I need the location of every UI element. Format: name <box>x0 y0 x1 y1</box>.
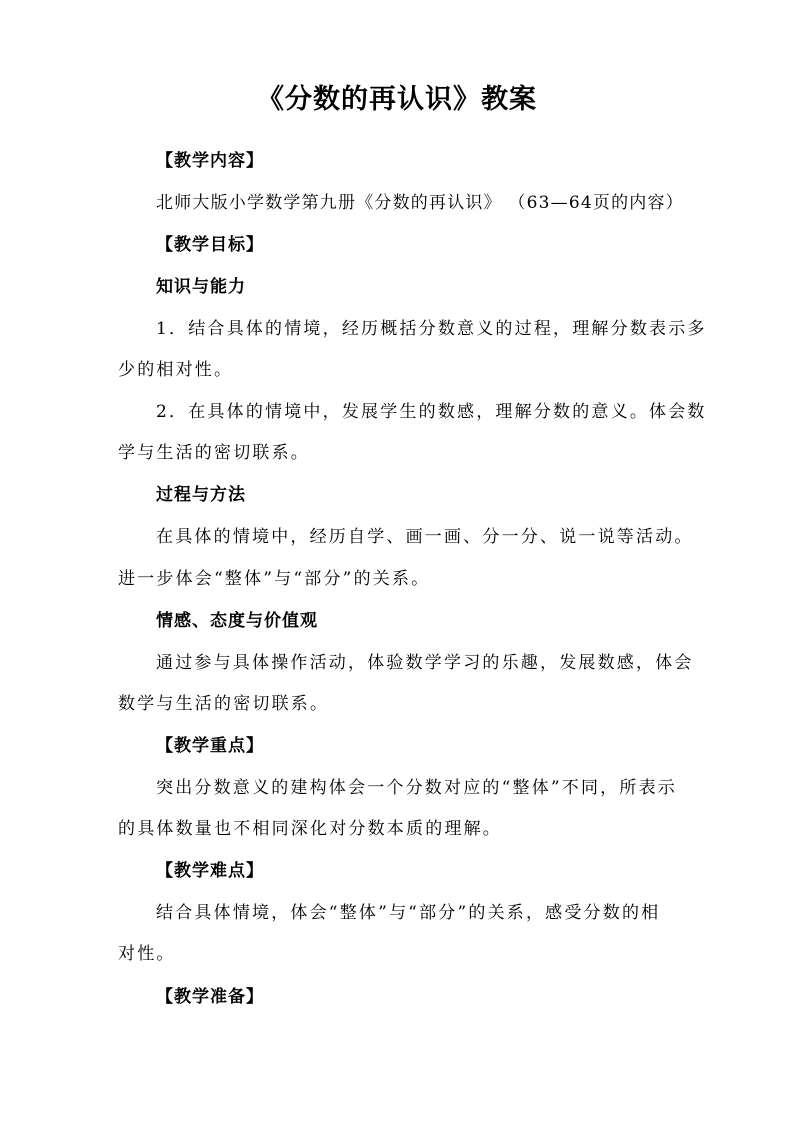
section-heading-prep: 【教学准备】 <box>156 987 264 1007</box>
section-heading-content: 【教学内容】 <box>156 151 264 171</box>
process-line-1: 在具体的情境中，经历自学、画一画、分一分、说一说等活动。 <box>156 527 694 547</box>
section-heading-goals: 【教学目标】 <box>156 235 264 255</box>
key-line-2: 的具体数量也不相同深化对分数本质的理解。 <box>118 819 502 839</box>
difficulty-line-2: 对性。 <box>118 944 176 964</box>
goal-item-1-line-2: 少的相对性。 <box>118 360 234 380</box>
emotion-line-2: 数学与生活的密切联系。 <box>118 694 330 714</box>
section-heading-difficulty: 【教学难点】 <box>156 861 264 881</box>
content-text: 北师大版小学数学第九册《分数的再认识》 （63—64页的内容） <box>156 193 684 213</box>
goal-item-2-line-1: 2．在具体的情境中，发展学生的数感，理解分数的意义。体会数 <box>156 402 707 422</box>
difficulty-line-1: 结合具体情境，体会“整体”与“部分”的关系，感受分数的相 <box>156 903 661 923</box>
emotion-line-1: 通过参与具体操作活动，体验数学学习的乐趣，发展数感，体会 <box>156 653 694 673</box>
subheading-emotion: 情感、态度与价值观 <box>156 611 318 631</box>
goal-item-1-line-1: 1．结合具体的情境，经历概括分数意义的过程，理解分数表示多 <box>156 319 707 339</box>
document-title: 《分数的再认识》教案 <box>257 84 537 115</box>
key-line-1: 突出分数意义的建构体会一个分数对应的“整体”不同，所表示 <box>156 778 677 798</box>
section-heading-key: 【教学重点】 <box>156 736 264 756</box>
process-line-2: 进一步体会“整体”与“部分”的关系。 <box>118 569 431 589</box>
subheading-process: 过程与方法 <box>156 485 246 505</box>
goal-item-2-line-2: 学与生活的密切联系。 <box>118 443 310 463</box>
subheading-knowledge: 知识与能力 <box>156 277 246 297</box>
